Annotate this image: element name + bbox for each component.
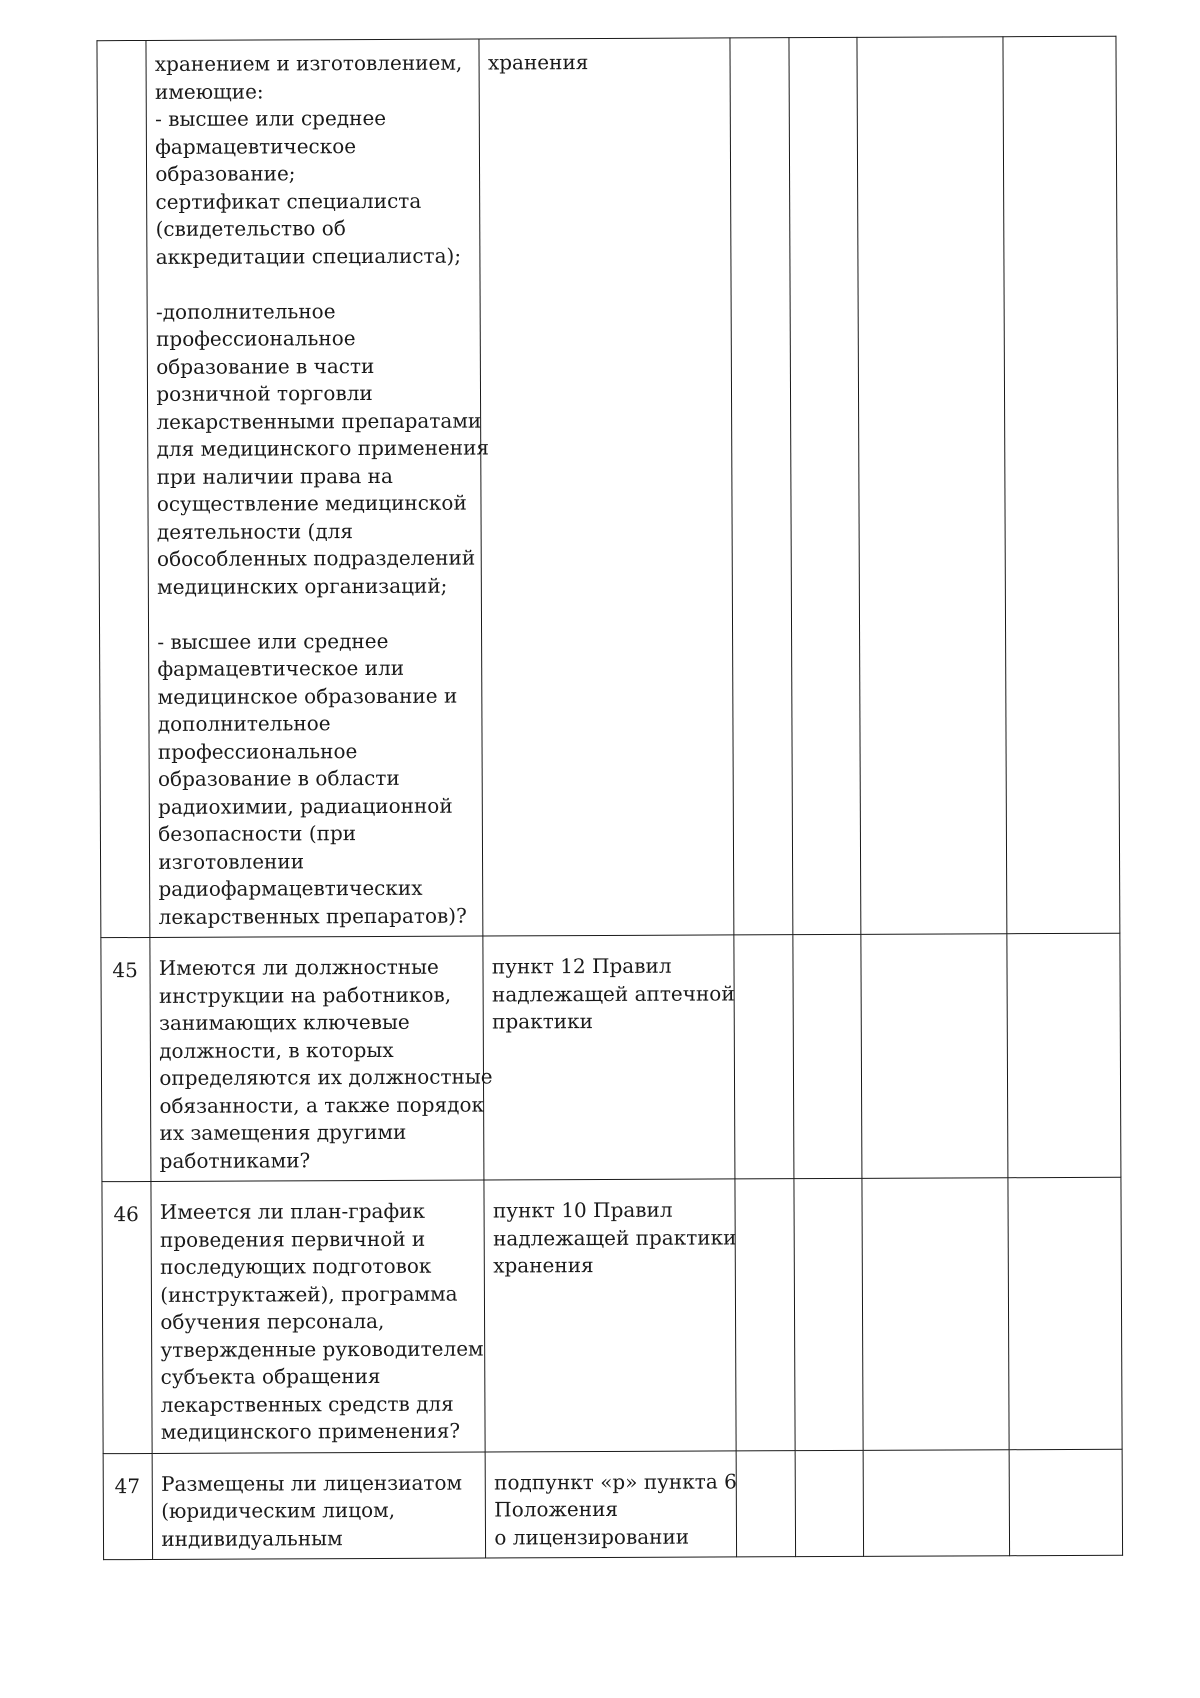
answer-cell (730, 38, 793, 935)
answer-cell (735, 1179, 795, 1451)
text-line: утвержденные руководителем (160, 1336, 484, 1362)
item-number: 47 (103, 1453, 153, 1560)
text-line: образование; (155, 161, 296, 186)
text-line: подпункт «р» пункта 6 (494, 1468, 737, 1494)
text-line: лекарственных средств для (160, 1391, 454, 1417)
remarks-cell (1008, 1177, 1122, 1449)
text-line (157, 600, 481, 629)
reference-text (480, 38, 730, 83)
text-line: хранением и изготовлением, (154, 50, 463, 76)
text-line: имеющие: (154, 78, 264, 104)
answer-cell (793, 934, 862, 1178)
reference-cell (485, 1450, 736, 1558)
question-cell (151, 1180, 485, 1453)
text-line: определяются их должностные (159, 1064, 493, 1090)
text-line: при наличии права на (156, 463, 393, 489)
table-row (101, 933, 1121, 1181)
text-line: сертификат специалиста (155, 188, 422, 214)
text-line: (юридическим лицом, (161, 1497, 396, 1523)
text-line: надлежащей практики (493, 1224, 737, 1250)
text-line: (инструктажей), программа (160, 1281, 458, 1307)
question-cell (150, 936, 493, 1181)
text-line: Положения (494, 1496, 619, 1522)
text-line: обособленных подразделений (156, 545, 476, 571)
table-row (97, 36, 1120, 937)
text-line: Имеются ли должностные (158, 954, 439, 980)
text-line: аккредитации специалиста); (155, 243, 462, 269)
item-number: 45 (101, 937, 151, 1181)
remarks-cell (1009, 1449, 1122, 1556)
reference-text (486, 1451, 736, 1558)
text-line: надлежащей аптечной (491, 980, 735, 1006)
text-line: розничной торговли (156, 380, 373, 406)
text-line: субъекта обращения (160, 1363, 381, 1389)
text-line (156, 270, 480, 299)
question-text (152, 1181, 485, 1453)
text-line: для медицинского применения (156, 435, 490, 461)
reference-cell (484, 1179, 736, 1452)
text-line: о лицензировании (494, 1524, 690, 1549)
text-line: медицинское образование и (157, 683, 458, 709)
answer-cell (862, 1178, 1009, 1450)
text-line: образование в части (156, 353, 375, 379)
text-line: фармацевтическое (155, 133, 357, 159)
text-line: индивидуальным (161, 1525, 343, 1551)
text-line: (свидетельство об (155, 216, 346, 241)
remarks-cell (1003, 36, 1120, 933)
text-line: обучения персонала, (160, 1308, 385, 1334)
text-line: хранения (487, 50, 589, 75)
text-line: лекарственных препаратов)? (158, 903, 467, 929)
text-line: медицинских организаций; (157, 573, 448, 599)
reference-cell (479, 38, 734, 936)
reference-cell (483, 935, 735, 1180)
question-text (147, 40, 490, 937)
answer-cell (736, 1450, 796, 1557)
text-line: должности, в которых (159, 1037, 394, 1063)
question-cell (146, 39, 490, 937)
text-line: - высшее или среднее (155, 105, 387, 131)
table-row (102, 1177, 1122, 1453)
text-line: радиофармацевтических (158, 875, 423, 901)
answer-cell (857, 37, 1007, 935)
answer-cell (789, 37, 861, 934)
text-line: -дополнительное (155, 298, 336, 324)
text-line: обязанности, а также порядок (159, 1092, 485, 1118)
remarks-cell (1007, 933, 1121, 1177)
text-line: инструкции на работников, (158, 982, 452, 1008)
text-line: работниками? (159, 1147, 311, 1173)
text-line: лекарственными препаратами (156, 408, 482, 434)
text-line: Размещены ли лицензиатом (161, 1470, 463, 1496)
question-text (153, 1452, 486, 1559)
answer-cell (863, 1449, 1009, 1556)
item-number: 46 (102, 1181, 152, 1453)
text-line: пункт 10 Правил (492, 1197, 673, 1223)
table-row (103, 1449, 1122, 1560)
item-number (97, 40, 150, 937)
text-line: радиохимии, радиационной (158, 793, 453, 819)
reference-text (485, 1179, 735, 1286)
text-line: последующих подготовок (160, 1253, 432, 1279)
text-line: фармацевтическое или (157, 655, 405, 681)
text-line: Имеется ли план-график (159, 1198, 425, 1224)
question-text (151, 937, 493, 1181)
text-line: хранения (493, 1253, 594, 1278)
text-line: пункт 12 Правил (491, 953, 672, 979)
answer-cell (861, 934, 1008, 1179)
text-line: медицинского применения? (160, 1418, 461, 1444)
text-line: профессиональное (157, 738, 358, 764)
reference-text (484, 935, 734, 1042)
answer-cell (734, 935, 794, 1179)
text-line: практики (492, 1009, 593, 1034)
text-line: их замещения другими (159, 1119, 407, 1145)
question-cell (152, 1452, 486, 1560)
text-line: проведения первичной и (159, 1226, 426, 1252)
text-line: безопасности (при (158, 821, 357, 846)
text-line: занимающих ключевые (158, 1009, 410, 1035)
text-line: - высшее или среднее (157, 628, 389, 654)
answer-cell (796, 1450, 864, 1557)
text-line: деятельности (для (156, 518, 353, 544)
text-line: образование в области (157, 765, 400, 791)
answer-cell (794, 1178, 863, 1450)
text-line: изготовлении (158, 848, 305, 874)
checklist-table (96, 36, 1123, 1560)
text-line: осуществление медицинской (156, 490, 467, 516)
text-line: профессиональное (156, 326, 356, 351)
text-line: дополнительное (157, 711, 331, 736)
